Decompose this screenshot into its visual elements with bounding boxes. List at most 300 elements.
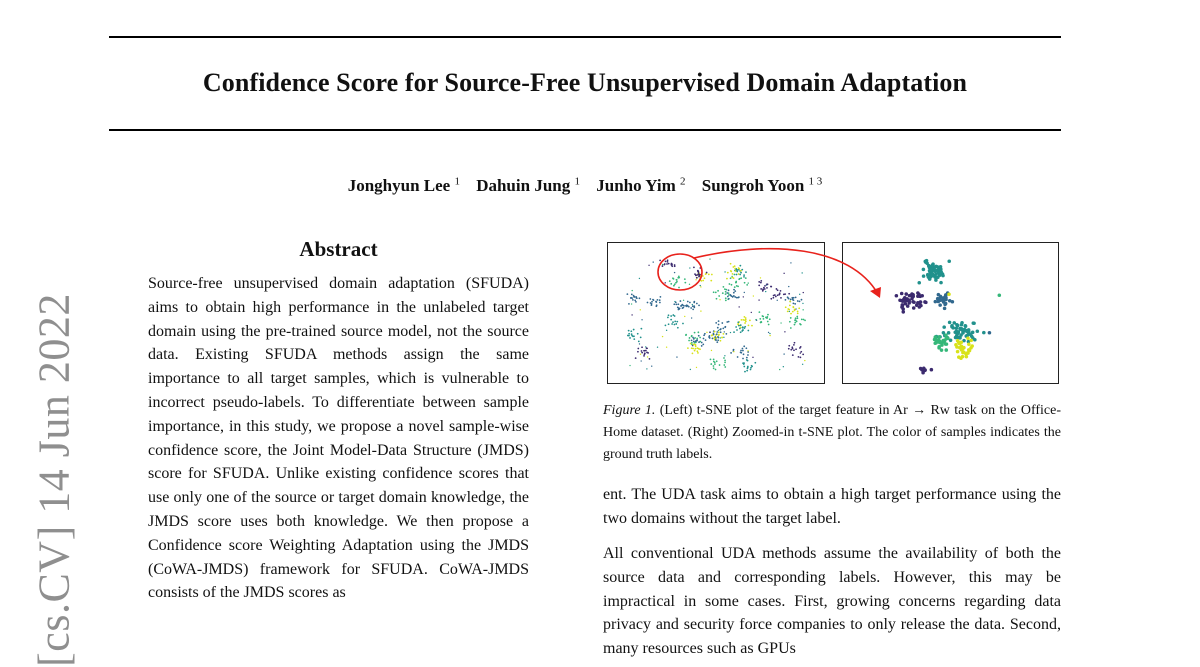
scatter-point xyxy=(737,323,739,325)
scatter-point xyxy=(998,293,1002,297)
scatter-point xyxy=(718,330,719,331)
scatter-point xyxy=(743,345,745,347)
figure-label: Figure 1. xyxy=(603,403,656,418)
scatter-point xyxy=(955,334,959,338)
scatter-point xyxy=(633,335,635,337)
scatter-point xyxy=(788,348,790,350)
zoom-arrow xyxy=(694,249,878,294)
scatter-point xyxy=(646,368,647,369)
author xyxy=(348,176,460,195)
scatter-point xyxy=(802,364,803,365)
scatter-point xyxy=(742,319,744,321)
scatter-point xyxy=(742,358,744,360)
scatter-point xyxy=(803,319,805,321)
scatter-point xyxy=(637,348,639,350)
scatter-point xyxy=(703,334,705,336)
scatter-point xyxy=(754,362,756,364)
scatter-point xyxy=(718,331,720,333)
scatter-point xyxy=(738,325,740,327)
scatter-point xyxy=(670,319,672,321)
scatter-point xyxy=(927,264,931,268)
scatter-point xyxy=(641,346,643,348)
scatter-point xyxy=(947,331,951,335)
scatter-point xyxy=(742,329,744,331)
abstract-heading: Abstract xyxy=(299,237,378,261)
scatter-point xyxy=(715,322,717,324)
scatter-point xyxy=(741,319,743,321)
scatter-point xyxy=(901,303,905,307)
scatter-point xyxy=(743,366,745,368)
scatter-point xyxy=(961,355,965,359)
scatter-point xyxy=(794,342,796,344)
scatter-point xyxy=(677,327,679,329)
scatter-point xyxy=(628,333,630,335)
scatter-point xyxy=(976,329,980,333)
scatter-point xyxy=(742,326,744,328)
scatter-point xyxy=(666,347,667,348)
scatter-point xyxy=(747,360,749,362)
scatter-point xyxy=(635,357,637,359)
scatter-point xyxy=(647,352,649,354)
scatter-point xyxy=(967,342,971,346)
scatter-point xyxy=(644,352,646,354)
scatter-point xyxy=(710,363,712,365)
scatter-point xyxy=(719,364,721,366)
scatter-point xyxy=(713,367,715,369)
scatter-point xyxy=(972,321,976,325)
scatter-point xyxy=(698,341,700,343)
scatter-point xyxy=(759,318,761,320)
scatter-point xyxy=(938,303,942,307)
scatter-point xyxy=(639,343,640,344)
scatter-point xyxy=(942,325,946,329)
scatter-point xyxy=(954,343,958,347)
scatter-point xyxy=(745,347,747,349)
scatter-point xyxy=(957,355,961,359)
scatter-point xyxy=(932,274,936,278)
scatter-point xyxy=(912,306,916,310)
scatter-point xyxy=(699,337,701,339)
scatter-point xyxy=(929,268,933,272)
scatter-point xyxy=(641,352,643,354)
scatter-point xyxy=(714,331,716,333)
scatter-point xyxy=(730,332,731,333)
scatter-point xyxy=(940,343,944,347)
author-name: Junho Yim xyxy=(596,175,676,195)
scatter-point xyxy=(941,274,945,278)
scatter-point xyxy=(790,317,792,319)
scatter-point xyxy=(690,343,692,345)
scatter-point xyxy=(711,350,712,351)
scatter-point xyxy=(633,338,635,340)
author-affiliation: 1 xyxy=(454,175,460,187)
scatter-point xyxy=(697,352,699,354)
scatter-point xyxy=(922,268,926,272)
scatter-point xyxy=(699,348,701,350)
scatter-point xyxy=(747,330,749,332)
scatter-point xyxy=(941,339,945,343)
scatter-point xyxy=(737,356,739,358)
scatter-point xyxy=(763,318,765,320)
author xyxy=(702,176,823,195)
scatter-point xyxy=(746,370,748,372)
scatter-point xyxy=(747,350,748,351)
figure-caption-text: (Left) t-SNE plot of the target feature in Ar → Rw task on the Office-Home dataset. (Right) Zoomed-in t-SNE plot. The color of samples indicates the ground truth labels. xyxy=(603,403,1062,462)
scatter-point xyxy=(947,259,951,263)
scatter-point xyxy=(716,360,718,362)
scatter-point xyxy=(692,343,694,345)
author-name: Dahuin Jung xyxy=(476,175,571,195)
scatter-point xyxy=(769,333,770,334)
scatter-point xyxy=(693,341,695,343)
scatter-point xyxy=(740,350,742,352)
scatter-point xyxy=(799,323,801,325)
scatter-point xyxy=(800,356,802,358)
scatter-point xyxy=(733,351,734,352)
scatter-point xyxy=(740,324,742,326)
scatter-point xyxy=(935,269,939,273)
scatter-point xyxy=(695,344,697,346)
scatter-point xyxy=(751,365,753,367)
scatter-point xyxy=(798,356,800,358)
scatter-point xyxy=(718,334,720,336)
scatter-point xyxy=(714,336,716,338)
scatter-point xyxy=(966,336,970,340)
scatter-point xyxy=(690,369,691,370)
scatter-point xyxy=(793,349,795,351)
scatter-point xyxy=(966,351,970,355)
scatter-point xyxy=(900,292,904,296)
scatter-point xyxy=(715,369,717,371)
scatter-point xyxy=(689,337,691,339)
scatter-point xyxy=(713,365,715,367)
scatter-point xyxy=(640,336,642,338)
scatter-point xyxy=(788,345,790,347)
scatter-point xyxy=(743,364,744,365)
scatter-point xyxy=(780,322,781,323)
scatter-point xyxy=(749,320,751,322)
author-name: Sungroh Yoon xyxy=(701,175,805,195)
scatter-point xyxy=(712,338,714,340)
scatter-point xyxy=(674,324,676,326)
scatter-point xyxy=(790,327,792,329)
scatter-point xyxy=(910,297,914,301)
scatter-point xyxy=(692,337,694,339)
scatter-point xyxy=(701,345,703,347)
scatter-point xyxy=(746,357,748,359)
scatter-point xyxy=(705,339,707,341)
scatter-point xyxy=(794,324,796,326)
scatter-point xyxy=(713,333,715,335)
scatter-point xyxy=(725,333,727,335)
scatter-point xyxy=(988,331,992,335)
scatter-point xyxy=(922,274,926,278)
scatter-point xyxy=(645,346,646,347)
scatter-point xyxy=(804,360,805,361)
scatter-point xyxy=(716,341,718,343)
scatter-point xyxy=(779,369,780,370)
scatter-point xyxy=(795,348,797,350)
arxiv-stamp: [cs.CV] 14 Jun 2022 xyxy=(29,293,79,667)
scatter-point xyxy=(717,327,719,329)
scatter-point xyxy=(750,369,752,371)
scatter-point xyxy=(767,321,769,323)
author xyxy=(596,176,685,195)
scatter-point xyxy=(961,351,965,355)
scatter-point xyxy=(724,362,726,364)
author-affiliation: 1 xyxy=(574,175,580,187)
scatter-point xyxy=(640,354,641,355)
scatter-point xyxy=(792,354,794,356)
scatter-point xyxy=(723,337,724,338)
scatter-point xyxy=(951,300,955,304)
scatter-point xyxy=(926,273,930,277)
scatter-point xyxy=(742,350,744,352)
scatter-point xyxy=(751,325,753,327)
scatter-point xyxy=(921,371,925,375)
scatter-point xyxy=(709,332,710,333)
scatter-point xyxy=(692,348,694,350)
scatter-point xyxy=(637,351,639,353)
scatter-point xyxy=(637,333,639,335)
scatter-point xyxy=(733,331,735,333)
scatter-point xyxy=(745,317,747,319)
scatter-point xyxy=(794,322,796,324)
title-rule-top xyxy=(109,36,1061,38)
scatter-point xyxy=(720,337,721,338)
scatter-point xyxy=(720,340,722,342)
scatter-point xyxy=(716,333,718,335)
scatter-point xyxy=(628,335,630,337)
scatter-point xyxy=(934,265,938,269)
scatter-point xyxy=(736,329,738,331)
scatter-point xyxy=(724,366,726,368)
scatter-point xyxy=(934,335,938,339)
scatter-point xyxy=(917,281,921,285)
scatter-point xyxy=(937,335,941,339)
scatter-point xyxy=(723,357,725,359)
scatter-point xyxy=(904,292,908,296)
scatter-point xyxy=(688,340,690,342)
scatter-point xyxy=(944,348,948,352)
scatter-point xyxy=(674,320,676,322)
scatter-point xyxy=(631,335,633,337)
scatter-point xyxy=(901,299,905,303)
scatter-point xyxy=(742,362,744,364)
scatter-point xyxy=(936,297,940,301)
scatter-point xyxy=(728,321,730,323)
scatter-point xyxy=(665,325,667,327)
scatter-point xyxy=(756,320,757,321)
scatter-point xyxy=(666,330,667,331)
scatter-point xyxy=(965,355,969,359)
scatter-point xyxy=(948,321,952,325)
scatter-point xyxy=(713,358,715,360)
scatter-point xyxy=(714,362,716,364)
scatter-point xyxy=(747,354,749,356)
scatter-point xyxy=(701,342,703,344)
scatter-point xyxy=(645,350,647,352)
scatter-point xyxy=(721,322,723,324)
scatter-point xyxy=(783,353,784,354)
scatter-point xyxy=(682,323,684,325)
scatter-point xyxy=(724,355,725,356)
scatter-point xyxy=(789,321,791,323)
scatter-point xyxy=(641,350,643,352)
scatter-point xyxy=(721,337,723,339)
scatter-point xyxy=(694,332,696,334)
scatter-point xyxy=(752,357,753,358)
paper-title: Confidence Score for Source-Free Unsupervised Domain Adaptation xyxy=(202,68,968,97)
author-list xyxy=(109,175,1061,196)
scatter-point xyxy=(702,343,704,345)
scatter-point xyxy=(710,358,712,360)
title-rule-bottom xyxy=(109,129,1061,131)
scatter-point xyxy=(695,340,697,342)
scatter-point xyxy=(906,304,910,308)
scatter-point xyxy=(647,356,648,357)
figure-caption xyxy=(603,400,1061,466)
scatter-point xyxy=(923,300,927,304)
scatter-point xyxy=(692,353,694,355)
scatter-point xyxy=(662,336,663,337)
scatter-point xyxy=(919,300,923,304)
scatter-point xyxy=(912,300,916,304)
author-affiliation: 2 xyxy=(680,175,686,187)
scatter-point xyxy=(801,319,803,321)
scatter-point xyxy=(943,295,947,299)
scatter-point xyxy=(792,348,794,350)
scatter-point xyxy=(768,324,770,326)
author-name: Jonghyun Lee xyxy=(347,175,451,195)
scatter-point xyxy=(706,332,707,333)
scatter-point xyxy=(944,333,948,337)
scatter-point xyxy=(742,348,744,350)
scatter-point xyxy=(938,270,942,274)
scatter-point xyxy=(739,328,741,330)
scatter-point xyxy=(918,305,922,309)
scatter-point xyxy=(647,348,648,349)
scatter-point xyxy=(685,334,687,336)
scatter-point xyxy=(649,358,651,360)
scatter-point xyxy=(709,335,711,337)
scatter-point xyxy=(718,324,720,326)
scatter-point xyxy=(748,325,750,327)
scatter-point xyxy=(804,320,806,322)
scatter-point xyxy=(633,329,635,331)
scatter-point xyxy=(769,335,770,336)
scatter-point xyxy=(714,363,716,365)
scatter-point xyxy=(629,365,630,366)
scatter-point xyxy=(943,307,947,311)
scatter-point xyxy=(630,330,632,332)
scatter-point xyxy=(667,317,669,319)
scatter-point xyxy=(950,324,954,328)
scatter-point xyxy=(802,354,804,356)
scatter-point xyxy=(687,347,689,349)
scatter-point xyxy=(629,337,631,339)
scatter-point xyxy=(744,371,746,373)
scatter-point xyxy=(696,367,697,368)
scatter-point xyxy=(724,331,725,332)
scatter-point xyxy=(719,329,721,331)
scatter-point xyxy=(916,294,920,298)
scatter-point xyxy=(724,360,726,362)
scatter-point xyxy=(937,293,941,297)
scatter-point xyxy=(982,331,986,335)
scatter-point xyxy=(697,331,699,333)
scatter-point xyxy=(696,350,698,352)
scatter-point xyxy=(722,327,724,329)
scatter-point xyxy=(730,352,732,354)
scatter-point xyxy=(750,367,752,369)
scatter-point xyxy=(961,328,965,332)
scatter-point xyxy=(903,296,907,300)
scatter-point xyxy=(651,365,652,366)
scatter-point xyxy=(946,337,950,341)
scatter-point xyxy=(717,336,719,338)
abstract-text: Source-free unsupervised domain adaptation (SFUDA) aims to obtain high performance in the unlabeled target domain using the pre-trained source model, not the source data. Existing SFUDA methods assign the same importance to all target samples, which is vulnerable to incorrect pseudo-labels. To differentiate between sample importance, in this study, we propose a novel sample-wise confidence score, the Joint Model-Data Structure (JMDS) score for SFUDA. Unlike existing confidence scores that use only one of the source or target domain knowledge, the JMDS score uses both knowledge. We then propose a Confidence score Weighting Adaptation using the JMDS (CoWA-JMDS) framework for SFUDA. CoWA-JMDS consists of the JMDS scores as xyxy=(148,275,529,602)
scatter-point xyxy=(960,323,964,327)
scatter-point xyxy=(800,352,801,353)
scatter-point xyxy=(691,335,693,337)
scatter-point xyxy=(691,317,692,318)
scatter-point xyxy=(956,350,960,354)
scatter-point xyxy=(765,317,767,319)
scatter-point xyxy=(969,339,973,343)
scatter-point xyxy=(939,281,943,285)
author xyxy=(476,176,580,195)
scatter-point xyxy=(783,366,784,367)
scatter-point xyxy=(747,368,749,370)
scatter-point xyxy=(740,331,742,333)
scatter-point xyxy=(744,322,746,324)
scatter-point xyxy=(768,332,769,333)
scatter-point xyxy=(930,368,934,372)
scatter-point xyxy=(967,330,971,334)
scatter-point xyxy=(964,324,968,328)
scatter-point xyxy=(952,321,956,325)
scatter-point xyxy=(939,265,943,269)
scatter-point xyxy=(760,321,762,323)
scatter-point xyxy=(671,323,673,325)
scatter-point xyxy=(928,277,932,281)
scatter-point xyxy=(795,319,797,321)
scatter-point xyxy=(793,344,795,346)
scatter-point xyxy=(657,347,658,348)
scatter-point xyxy=(717,339,719,341)
scatter-point xyxy=(640,360,641,361)
scatter-point xyxy=(676,356,677,357)
scatter-point xyxy=(743,353,745,355)
scatter-point xyxy=(675,323,677,325)
scatter-point xyxy=(720,331,722,333)
scatter-point xyxy=(800,346,802,348)
scatter-point xyxy=(740,351,742,353)
scatter-point xyxy=(902,310,906,314)
scatter-point xyxy=(797,317,799,319)
scatter-point xyxy=(691,340,693,342)
scatter-point xyxy=(795,317,797,319)
zoom-region-circle xyxy=(658,254,702,290)
scatter-point xyxy=(676,321,678,323)
scatter-point xyxy=(919,367,923,371)
scatter-point xyxy=(628,330,630,332)
scatter-point xyxy=(715,338,717,340)
scatter-point xyxy=(718,320,720,322)
scatter-point xyxy=(698,335,700,337)
scatter-point xyxy=(784,331,785,332)
